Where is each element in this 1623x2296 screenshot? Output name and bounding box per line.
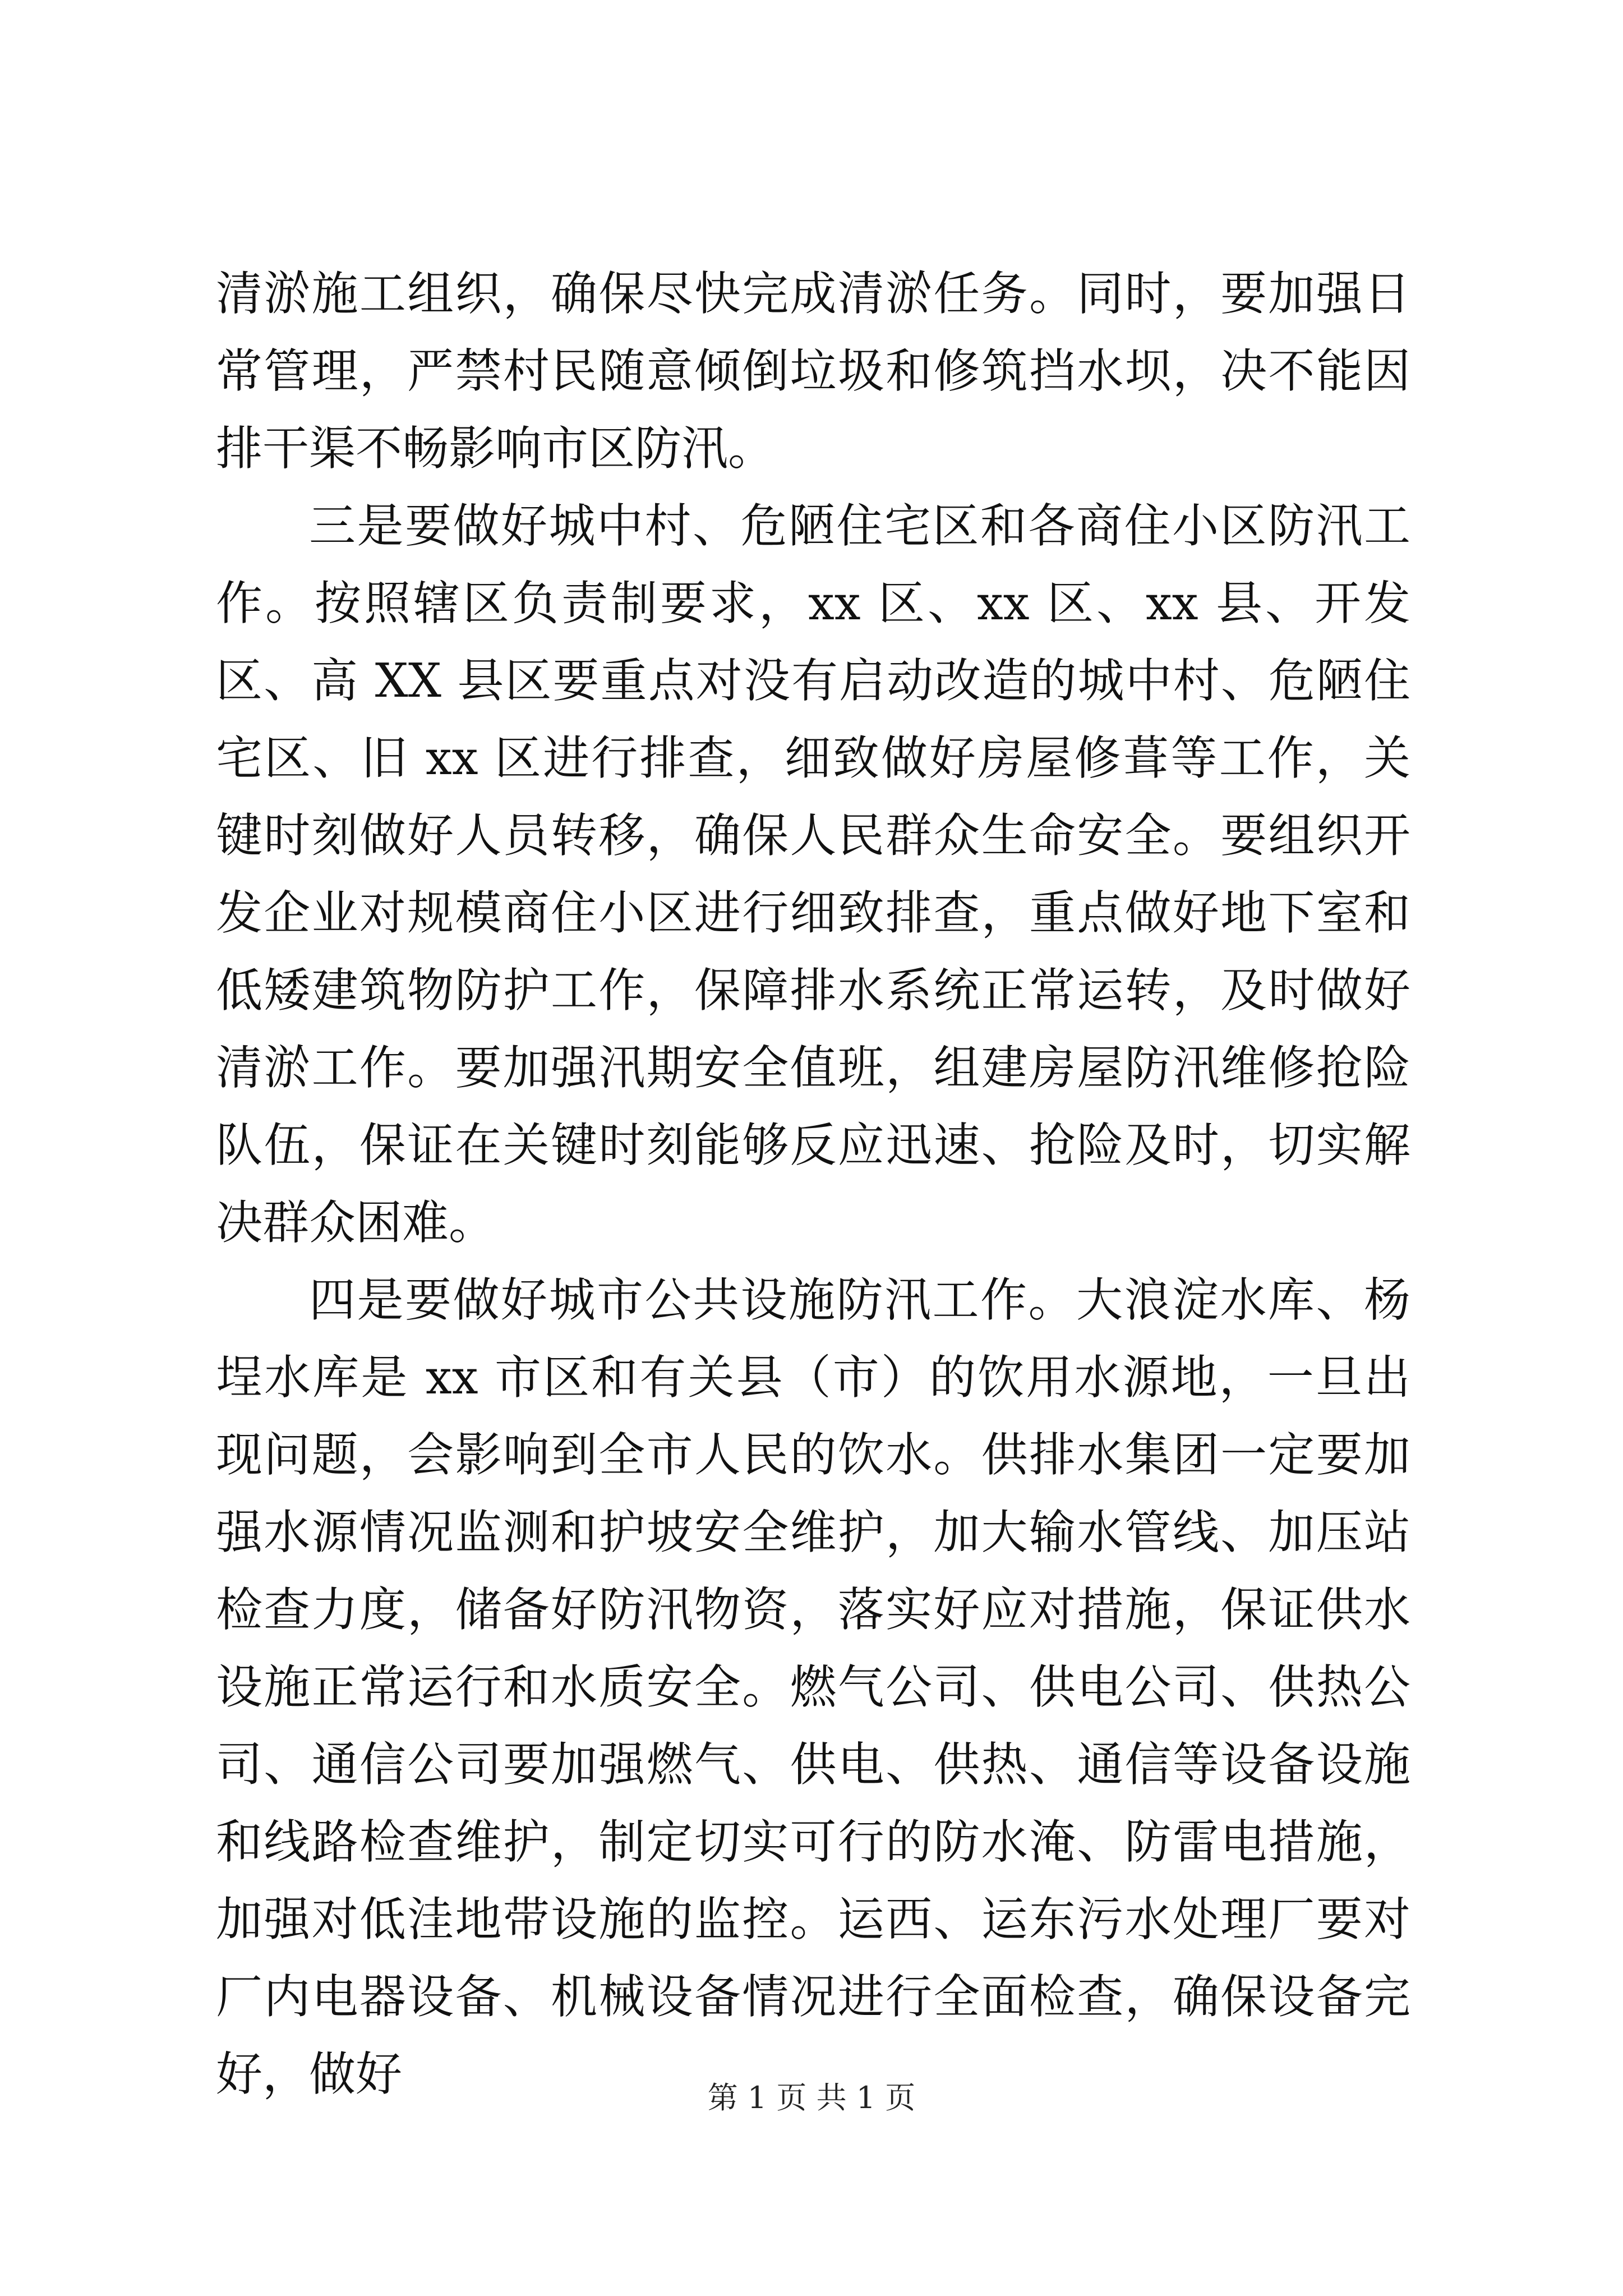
document-body (216, 255, 1410, 2113)
paragraph-public-facilities: 四是要做好城市公共设施防汛工作。大浪淀水库、杨埕水库是 xx 市区和有关县（市）的饮用水源地，一旦出现问题，会影响到全市人民的饮水。供排水集团一定要加强水源情况监测和护坡安全维护，加大输水管线、加压站检查力度，储备好防汛物资，落实好应对措施，保证供水设施正常运行和水质安全。燃气公司、供电公司、供热公司、通信公司要加强燃气、供电、供热、通信等设备设施和线路检查维护，制定切实可行的防水淹、防雷电措施，加强对低洼地带设施的监控。运西、运东污水处理厂要对厂内电器设备、机械设备情况进行全面检查，确保设备完好，做好 (216, 1273, 1410, 2101)
page-footer: 第 1 页 共 1 页 (707, 2080, 916, 2115)
paragraph-continuation: 清淤施工组织，确保尽快完成清淤任务。同时，要加强日常管理，严禁村民随意倾倒垃圾和修筑挡水坝，决不能因排干渠不畅影响市区防汛。 (216, 266, 1410, 476)
paragraph-urban-villages: 三是要做好城中村、危陋住宅区和各商住小区防汛工作。按照辖区负责制要求，xx 区、xx 区、xx 县、开发区、高 XX 县区要重点对没有启动改造的城中村、危陋住宅区、旧 xx 区进行排查，细致做好房屋修葺等工作，关键时刻做好人员转移，确保人民群众生命安全。要组织开发企业对规模商住小区进行细致排查，重点做好地下室和低矮建筑物防护工作，保障排水系统正常运转，及时做好清淤工作。要加强汛期安全值班，组建房屋防汛维修抢险队伍，保证在关键时刻能够反应迅速、抢险及时，切实解决群众困难。 (216, 499, 1410, 1250)
